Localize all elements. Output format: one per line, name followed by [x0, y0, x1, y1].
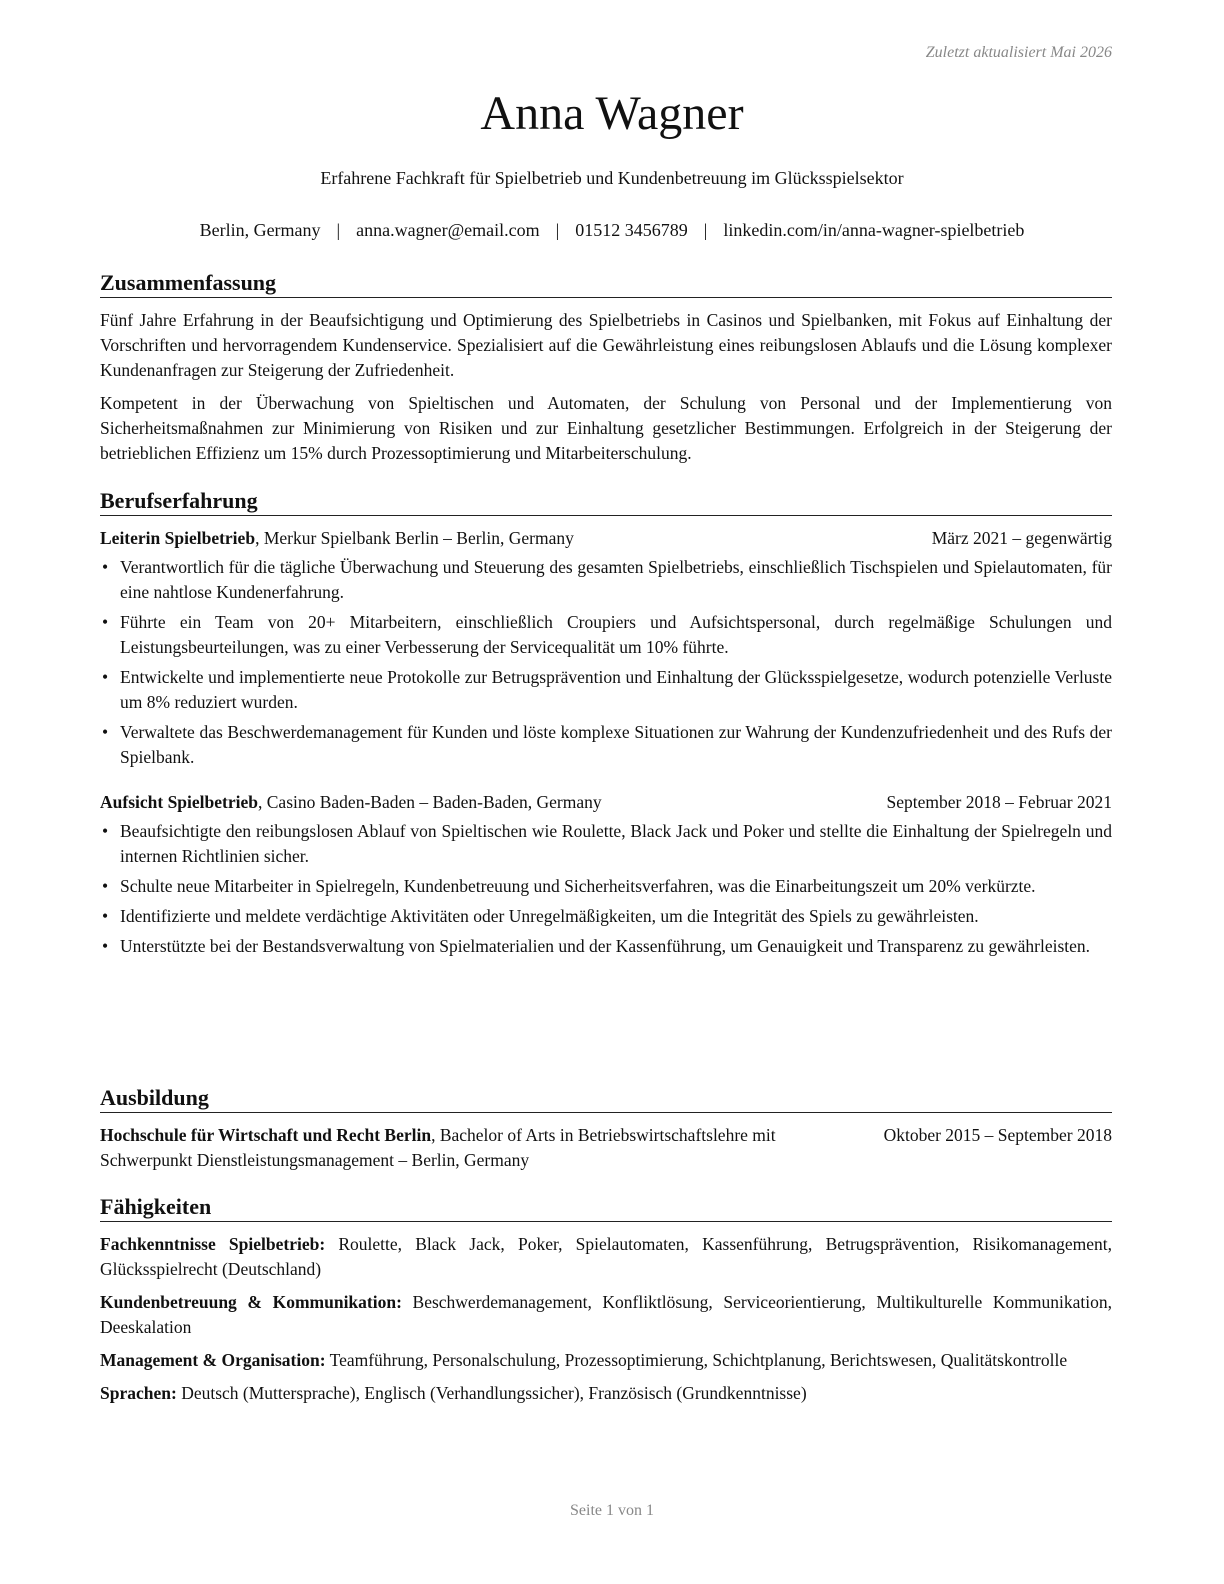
skill-value: Teamführung, Personalschulung, Prozessoptimierung, Schichtplanung, Berichtswesen, Qualitätskontrolle — [325, 1350, 1068, 1370]
skill-value: Deutsch (Muttersprache), Englisch (Verhandlungssicher), Französisch (Grundkenntnisse) — [176, 1383, 807, 1403]
experience-section — [100, 488, 1112, 964]
contact-separator: | — [555, 220, 560, 240]
skill-value: Beschwerdemanagement, Konfliktlösung, Serviceorientierung, Multikulturelle Kommunikation, Deeskalation — [100, 1292, 1112, 1337]
job-dates: März 2021 – gegenwärtig — [931, 528, 1112, 548]
job-bullet: • Unterstützte bei der Bestandsverwaltung von Spielmaterialien und der Kassenführung, um Genauigkeit und Transparenz zu gewährleisten. — [100, 934, 1112, 959]
job-dates: September 2018 – Februar 2021 — [886, 792, 1112, 812]
candidate-name: Anna Wagner — [480, 87, 744, 140]
job-bullet: • Schulte neue Mitarbeiter in Spielregeln, Kundenbetreuung und Sicherheitsverfahren, was die Einarbeitungszeit um 20% verkürzte. — [100, 874, 1112, 899]
skill-line — [100, 1348, 1112, 1373]
education-entry — [100, 1123, 1112, 1173]
job-bullet: • Führte ein Team von 20+ Mitarbeitern, einschließlich Croupiers und Aufsichtspersonal, durch regelmäßige Schulungen und Leistungsbeurteilungen, was zu einer Verbesserung der Servicequalität um 10% führte. — [100, 610, 1112, 660]
education-dates: Oktober 2015 – September 2018 — [883, 1125, 1112, 1145]
skill-label: Fachkenntnisse Spielbetrieb: — [100, 1234, 326, 1254]
job-entry — [100, 790, 1112, 959]
skill-line — [100, 1290, 1112, 1340]
contact-email-link[interactable]: anna.wagner@email.com — [356, 220, 540, 240]
education-school: Hochschule für Wirtschaft und Recht Berlin — [100, 1125, 432, 1145]
contact-separator: | — [336, 220, 341, 240]
education-heading: Ausbildung — [100, 1085, 1112, 1113]
skill-line — [100, 1381, 1112, 1406]
tagline: Erfahrene Fachkraft für Spielbetrieb und Kundenbetreuung im Glücksspielsektor — [320, 168, 904, 188]
contact-linkedin-link[interactable]: linkedin.com/in/anna-wagner-spielbetrieb — [723, 220, 1025, 240]
job-entry — [100, 526, 1112, 770]
job-header — [100, 790, 1112, 815]
summary-section — [100, 270, 1112, 474]
job-employer: , Casino Baden-Baden – Baden-Baden, Germany — [258, 792, 602, 812]
skills-section — [100, 1194, 1112, 1414]
job-bullet: • Entwickelte und implementierte neue Protokolle zur Betrugsprävention und Einhaltung der Glücksspielgesetze, wodurch potenzielle Verluste um 8% reduziert wurden. — [100, 665, 1112, 715]
job-header — [100, 526, 1112, 551]
last-updated: Zuletzt aktualisiert Mai 2026 — [925, 44, 1112, 61]
job-bullet: • Verwaltete das Beschwerdemanagement für Kunden und löste komplexe Situationen zur Wahrung der Kundenzufriedenheit und des Rufs der Spielbank. — [100, 720, 1112, 770]
job-role: Leiterin Spielbetrieb — [100, 528, 256, 548]
education-degree: , Bachelor of Arts in Betriebswirtschaftslehre mit Schwerpunkt Dienstleistungsmanagement – Berlin, Germany — [100, 1125, 776, 1170]
skill-label: Kundenbetreuung & Kommunikation: — [100, 1292, 402, 1312]
page-number: Seite 1 von 1 — [570, 1502, 654, 1519]
skill-label: Sprachen: — [100, 1383, 177, 1403]
contact-phone: 01512 3456789 — [575, 220, 688, 240]
contact-location: Berlin, Germany — [199, 220, 321, 240]
job-bullets — [100, 555, 1112, 770]
summary-paragraph: Fünf Jahre Erfahrung in der Beaufsichtigung und Optimierung des Spielbetriebs in Casinos und Spielbanken, mit Fokus auf Einhaltung der Vorschriften und hervorragendem Kundenservice. Spezialisiert auf die Gewährleistung eines reibungslosen Ablaufs und die Lösung komplexer Kundenanfragen zur Steigerung der Zufriedenheit. — [100, 310, 1112, 380]
skill-value: Roulette, Black Jack, Poker, Spielautomaten, Kassenführung, Betrugsprävention, Risikomanagement, Glücksspielrecht (Deutschland) — [100, 1234, 1112, 1279]
job-employer: , Merkur Spielbank Berlin – Berlin, Germany — [255, 528, 574, 548]
experience-heading: Berufserfahrung — [100, 488, 1112, 516]
job-bullet: • Verantwortlich für die tägliche Überwachung und Steuerung des gesamten Spielbetriebs, einschließlich Tischspielen und Spielautomaten, für eine nahtlose Kundenerfahrung. — [100, 555, 1112, 605]
job-bullets — [100, 819, 1112, 959]
job-bullet: • Identifizierte und meldete verdächtige Aktivitäten oder Unregelmäßigkeiten, um die Integrität des Spiels zu gewährleisten. — [100, 904, 1112, 929]
job-bullet: • Beaufsichtigte den reibungslosen Ablauf von Spieltischen wie Roulette, Black Jack und Poker und stellte die Einhaltung der Spielregeln und internen Richtlinien sicher. — [100, 819, 1112, 869]
skills-heading: Fähigkeiten — [100, 1194, 1112, 1222]
job-role: Aufsicht Spielbetrieb — [100, 792, 258, 812]
skill-label: Management & Organisation: — [100, 1350, 326, 1370]
summary-paragraph: Kompetent in der Überwachung von Spieltischen und Automaten, der Schulung von Personal und der Implementierung von Sicherheitsmaßnahmen zur Minimierung von Risiken und zur Einhaltung gesetzlicher Bestimmungen. Erfolgreich in der Steigerung der betrieblichen Effizienz um 15% durch Prozessoptimierung und Mitarbeiterschulung. — [100, 393, 1112, 463]
education-section — [100, 1085, 1112, 1173]
summary-heading: Zusammenfassung — [100, 270, 1112, 298]
contact-separator: | — [703, 220, 708, 240]
contact-line — [0, 220, 1224, 241]
skill-line — [100, 1232, 1112, 1282]
